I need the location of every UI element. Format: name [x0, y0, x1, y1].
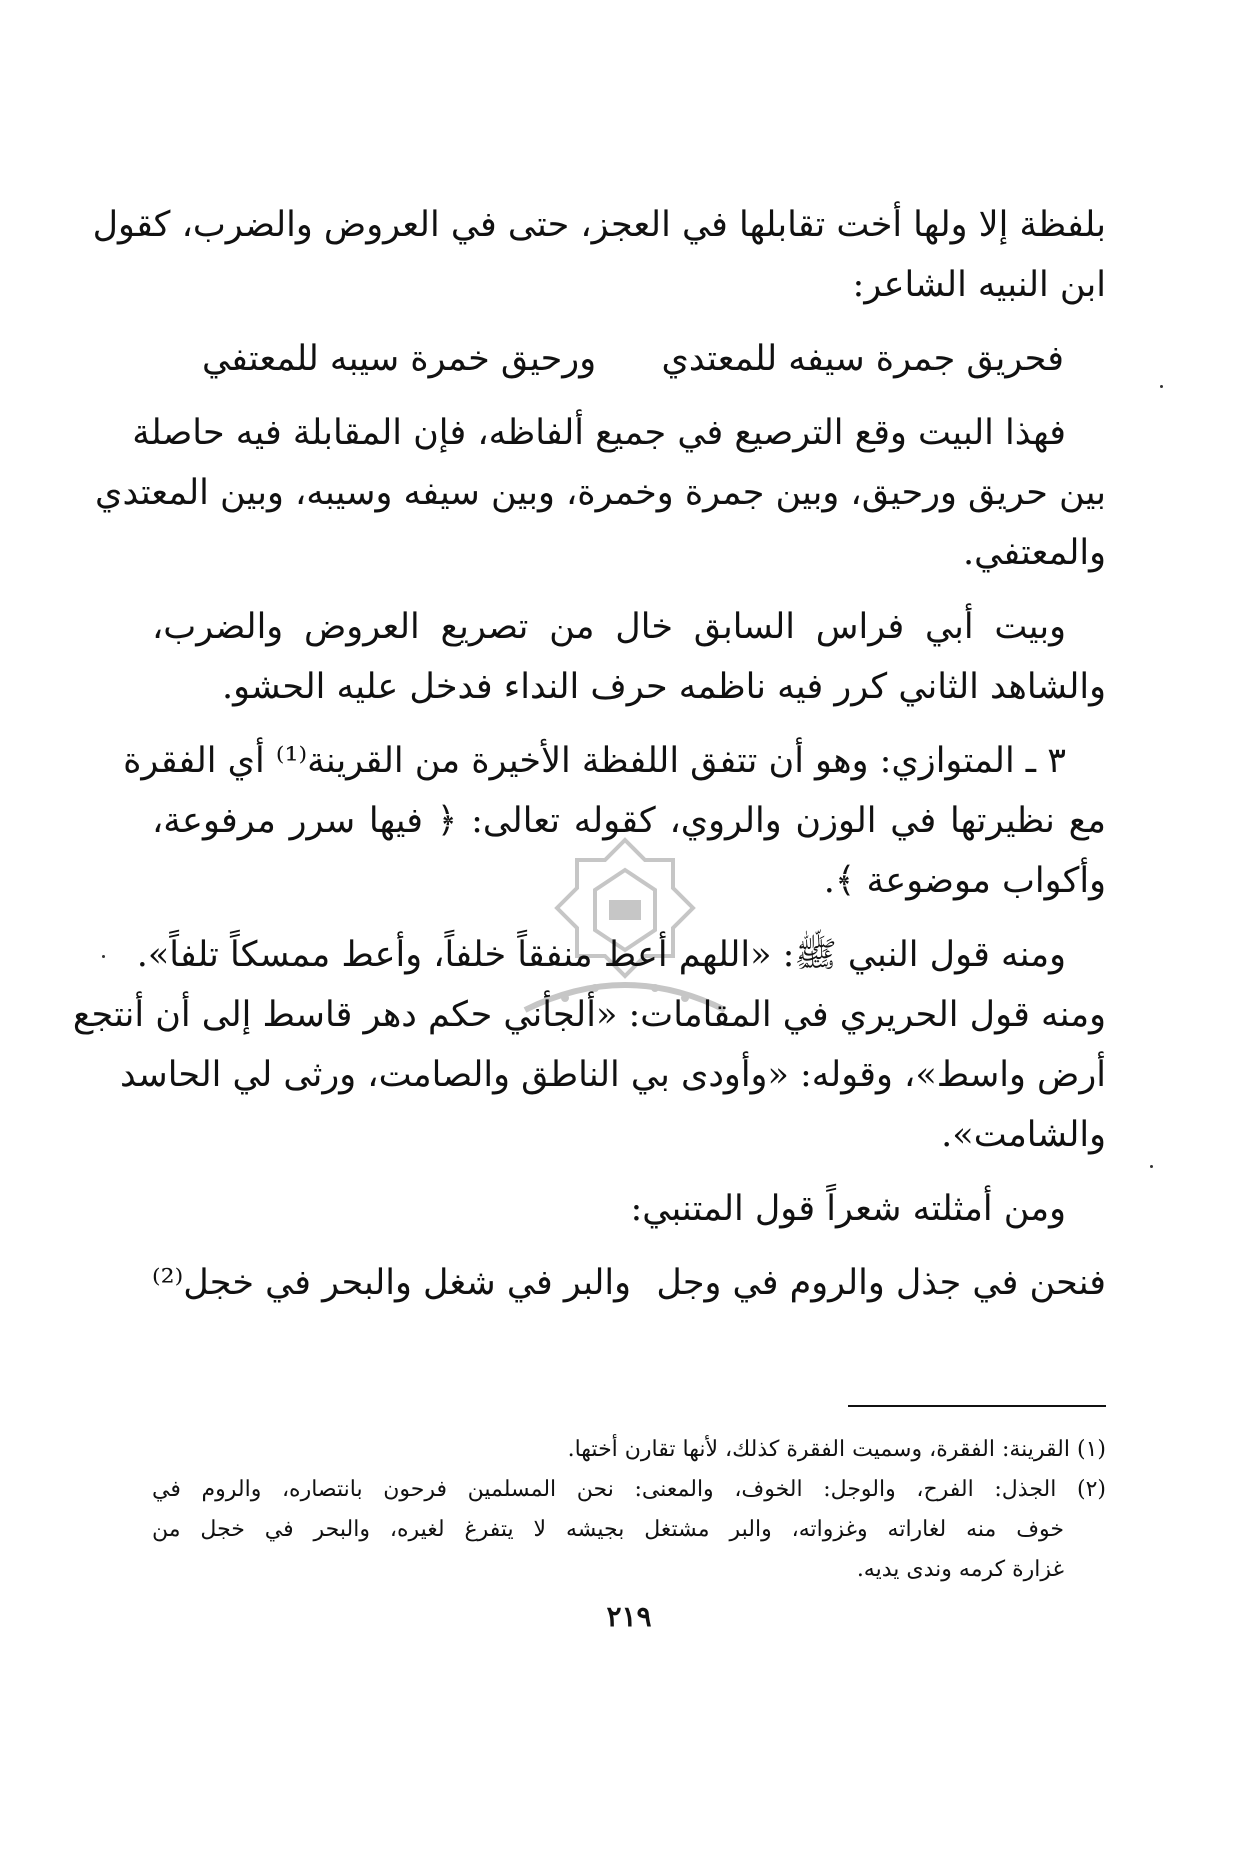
text-line: ومنه قول النبي ﷺ: «اللهم أعط منفقاً خلفاً، وأعط ممسكاً تلفاً». [136, 935, 1066, 975]
footnote-2-line: خوف منه لغاراته وغزواته، والبر مشتغل بجيشه لا يتفرغ لغيره، والبحر في خجل من [152, 1517, 1064, 1542]
verse-first-hemistich: فنحن في جذل والروم في وجل [656, 1263, 1106, 1303]
footnotes [152, 1430, 1106, 1590]
text-line: وأكواب موضوعة ﴾. [823, 861, 1106, 901]
text-line: بين حريق ورحيق، وبين جمرة وخمرة، وبين سيفه وسيبه، وبين المعتدي [95, 473, 1106, 513]
text-line: ابن النبيه الشاعر: [852, 265, 1106, 305]
library-seal-icon [505, 830, 745, 1030]
text-line: مع نظيرتها في الوزن والروي، كقوله تعالى: ﴿ فيها سرر مرفوعة، [152, 801, 1106, 841]
text-line: ومن أمثلته شعراً قول المتنبي: [630, 1189, 1066, 1229]
text-line: وبيت أبي فراس السابق خال من تصريع العروض والضرب، [152, 607, 1066, 647]
scan-speck [1160, 385, 1163, 388]
text-line: والشاهد الثاني كرر فيه ناظمه حرف النداء فدخل عليه الحشو. [221, 667, 1106, 707]
text-line: ومنه قول الحريري في المقامات: «ألجأني حكم دهر قاسط إلى أن أنتجع [72, 995, 1106, 1035]
verse-first-hemistich: فحريق جمرة سيفه للمعتدي [661, 339, 1064, 379]
text-line: والشامت». [941, 1115, 1106, 1155]
footnote-2-line: غزارة كرمه وندى يديه. [856, 1557, 1064, 1582]
verse-second-hemistich: ورحيق خمرة سيبه للمعتفي [202, 339, 597, 379]
main-text [72, 195, 1106, 1313]
verse-second-hemistich: والبر في شغل والبحر في خجل⁽²⁾ [152, 1263, 632, 1303]
text-line: ٣ ـ المتوازي: وهو أن تتفق اللفظة الأخيرة من القرينة⁽¹⁾ أي الفقرة [123, 741, 1066, 781]
footnote-separator [848, 1405, 1106, 1407]
scan-speck [102, 955, 105, 958]
page-number: ٢١٩ [606, 1600, 652, 1633]
text-line: فهذا البيت وقع الترصيع في جميع ألفاظه، فإن المقابلة فيه حاصلة [132, 413, 1066, 453]
text-line: بلفظة إلا ولها أخت تقابلها في العجز، حتى في العروض والضرب، كقول [92, 205, 1106, 245]
footnote-2-line: (٢) الجذل: الفرح، والوجل: الخوف، والمعنى: نحن المسلمين فرحون بانتصاره، والروم في [152, 1477, 1106, 1502]
text-line: أرض واسط»، وقوله: «وأودى بي الناطق والصامت، ورثى لي الحاسد [120, 1055, 1106, 1095]
text-line: والمعتفي. [963, 533, 1106, 573]
poem-verse [152, 329, 1106, 389]
scan-speck [1150, 1165, 1153, 1168]
poem-verse [152, 1253, 1106, 1313]
footnote-1: (١) القرينة: الفقرة، وسميت الفقرة كذلك، لأنها تقارن أختها. [567, 1437, 1106, 1462]
